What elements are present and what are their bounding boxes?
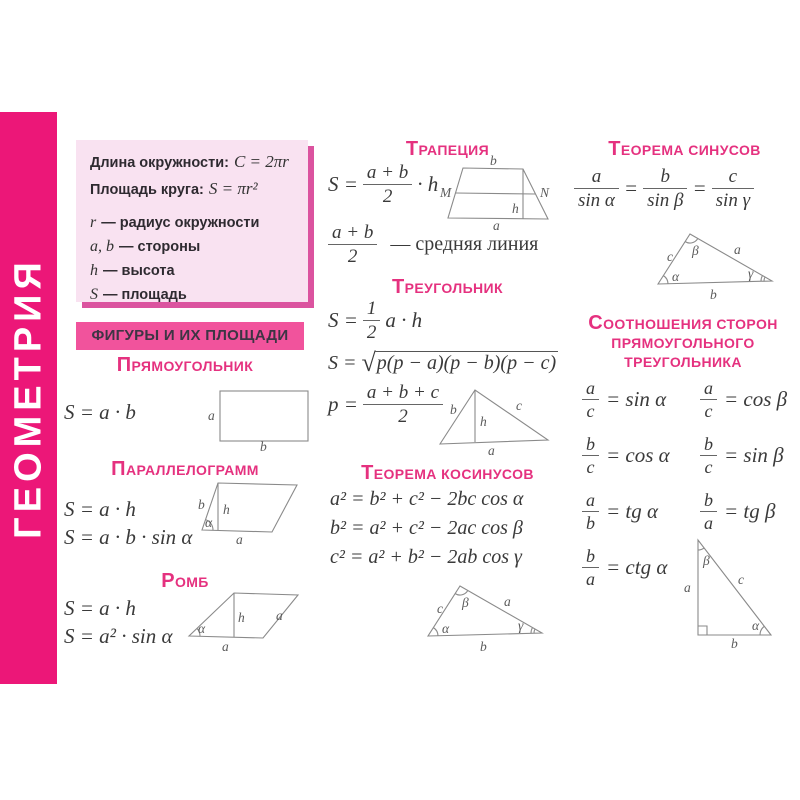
right-triangle-label-a: a: [684, 580, 691, 595]
legend-radius: [90, 211, 308, 235]
sine-label-c: c: [667, 249, 673, 264]
sine-fraction-2: $\frac{b}{\text{sin β}}$: [643, 166, 687, 212]
triangle-formula3-pre: p =: [328, 392, 358, 417]
trapezoid-midline-fraction: $\frac{a + b}{2}$: [328, 222, 377, 268]
sine-fraction-1: $\frac{a}{\text{sin α}}$: [574, 166, 619, 212]
rectangle-figure: [198, 386, 313, 452]
sine-title: ТЕОРЕМА СИНУСОВ: [608, 138, 761, 160]
parallelogram-formula-2: S = a · b · sin α: [64, 525, 193, 549]
cosine-label-a: a: [504, 594, 511, 609]
rhombus-label-alpha: α: [198, 621, 206, 636]
sine-equals-1: =: [623, 176, 639, 201]
cosine-label-alpha: α: [442, 621, 450, 636]
legend-area-symbol: S: [90, 286, 98, 303]
trapezoid-label-a: a: [493, 218, 500, 233]
rectangle-formula: S = a · b: [64, 400, 136, 424]
ratios-title-line3: ТРЕУГОЛЬНИКА: [624, 354, 742, 370]
triangle-label-b: b: [450, 402, 457, 417]
ratios-title-line1: СООТНОШЕНИЯ СТОРОН: [588, 312, 778, 334]
right-triangle-label-b: b: [731, 636, 738, 651]
triangle-formula3-fraction: $\frac{a + b + c}{2}$: [363, 382, 443, 428]
sine-label-alpha: α: [672, 269, 680, 284]
trapezoid-formula: [328, 162, 438, 208]
ratio-cos-beta: $\frac{a}{c}$ = cos β: [700, 378, 787, 421]
triangle-label-c: c: [516, 398, 522, 413]
circle-area-row: [90, 176, 308, 203]
legend-radius-desc: — радиус окружности: [101, 215, 260, 231]
trapezoid-label-h: h: [512, 201, 519, 216]
sine-triangle-figure: [650, 224, 790, 302]
triangle-label-a: a: [488, 443, 495, 458]
legend-sides-symbol: a, b: [90, 238, 114, 255]
legend-height: [90, 259, 308, 283]
trapezoid-formula-pre: S =: [328, 172, 358, 197]
legend-sides: [90, 235, 308, 259]
rectangle-title: ПРЯМОУГОЛЬНИК: [116, 354, 254, 376]
parallelogram-label-a: a: [236, 532, 243, 547]
triangle-formula1-pre: S =: [328, 308, 358, 333]
ratios-title: [568, 314, 798, 372]
parallelogram-title: ПАРАЛЛЕЛОГРАММ: [111, 458, 259, 480]
cosine-triangle-figure: [420, 576, 557, 658]
trapezoid-formula-post: · h: [417, 172, 439, 197]
trapezoid-midline-desc: — средняя линия: [390, 233, 539, 256]
cosine-label-b: b: [480, 639, 487, 654]
rhombus-formula-2: S = a² · sin α: [64, 624, 173, 648]
ratio-tg-beta: $\frac{b}{a}$ = tg β: [700, 490, 775, 533]
legend-height-symbol: h: [90, 262, 98, 279]
cosine-title: ТЕОРЕМА КОСИНУСОВ: [361, 462, 534, 484]
cosine-label-beta: β: [462, 595, 469, 610]
parallelogram-label-alpha: α: [205, 515, 213, 530]
legend-sides-desc: — стороны: [119, 239, 201, 255]
circle-area-formula: S = πr²: [208, 179, 258, 198]
right-triangle-label-c: c: [738, 572, 744, 587]
triangle-figure: [430, 382, 562, 456]
triangle-label-h: h: [480, 414, 487, 429]
ratio-cos-alpha: $\frac{b}{c}$ = cos α: [582, 434, 670, 477]
sqrt-sign: √: [361, 348, 376, 377]
rhombus-title: РОМБ: [161, 570, 209, 592]
triangle-title: ТРЕУГОЛЬНИК: [392, 276, 503, 298]
sine-fraction-3: $\frac{c}{\text{sin γ}}$: [712, 166, 754, 212]
parallelogram-formula-1: S = a · h: [64, 497, 136, 521]
cosine-formula-3: c² = a² + b² − 2ab cos γ: [330, 546, 522, 568]
cosine-label-gamma: γ: [518, 618, 524, 633]
cosine-label-c: c: [437, 601, 443, 616]
circle-length-label: Длина окружности:: [90, 155, 229, 171]
parallelogram-label-b: b: [198, 497, 205, 512]
rhombus-label-a-bottom: a: [222, 639, 229, 654]
side-banner: [0, 112, 57, 684]
rhombus-label-a-side: a: [276, 608, 283, 623]
trapezoid-midline: [328, 222, 538, 268]
sine-formula: [574, 166, 759, 212]
sine-label-gamma: γ: [748, 266, 754, 281]
trapezoid-label-M: M: [440, 185, 452, 200]
triangle-formula1-fraction: $\frac{1}{2}$: [363, 298, 381, 344]
right-triangle-label-beta: β: [703, 553, 710, 568]
parallelogram-figure: [192, 478, 320, 546]
trapezoid-title: ТРАПЕЦИЯ: [405, 138, 490, 160]
ratio-ctg-alpha: $\frac{b}{a}$ = ctg α: [582, 546, 667, 589]
sine-label-b: b: [710, 287, 717, 302]
figures-areas-header: ФИГУРЫ И ИХ ПЛОЩАДИ: [76, 322, 304, 350]
circle-info-box: [76, 140, 308, 302]
legend-area: [90, 283, 308, 307]
rhombus-figure: [176, 588, 318, 654]
cosine-formula-1: a² = b² + c² − 2bc cos α: [330, 488, 524, 510]
card-title: ГЕОМЕТРИЯ: [7, 257, 49, 539]
right-triangle-label-alpha: α: [752, 618, 760, 633]
parallelogram-label-h: h: [223, 502, 230, 517]
ratio-sin-beta: $\frac{b}{c}$ = sin β: [700, 434, 784, 477]
cosine-formula-2: b² = a² + c² − 2ac cos β: [330, 517, 523, 539]
trapezoid-figure: [438, 153, 560, 233]
rectangle-label-b: b: [260, 439, 267, 454]
trapezoid-formula-fraction: $\frac{a + b}{2}$: [363, 162, 412, 208]
ratio-tg-alpha: $\frac{a}{b}$ = tg α: [582, 490, 658, 533]
triangle-formula-1: [328, 298, 422, 344]
sine-label-beta: β: [692, 243, 699, 258]
rhombus-formula-1: S = a · h: [64, 596, 136, 620]
trapezoid-label-N: N: [540, 185, 550, 200]
ratio-sin-alpha: $\frac{a}{c}$ = sin α: [582, 378, 666, 421]
trapezoid-label-b: b: [490, 153, 497, 168]
rhombus-label-h: h: [238, 610, 245, 625]
triangle-formula2-pre: S =: [328, 352, 357, 374]
right-triangle-figure: [676, 532, 782, 652]
sine-label-a: a: [734, 242, 741, 257]
triangle-formula1-post: a · h: [385, 308, 423, 333]
sine-equals-2: =: [692, 176, 707, 201]
circle-area-label: Площадь круга:: [90, 182, 204, 198]
legend-radius-symbol: r: [90, 214, 97, 231]
circle-length-formula: C = 2πr: [233, 152, 289, 171]
triangle-formula-2: [328, 348, 558, 377]
rectangle-label-a: a: [208, 408, 215, 423]
ratios-title-line2: ПРЯМОУГОЛЬНОГО: [611, 335, 755, 351]
circle-length-row: [90, 149, 308, 176]
legend-height-desc: — высота: [103, 263, 175, 279]
legend-area-desc: — площадь: [103, 287, 187, 303]
triangle-formula2-radicand: p(p − a)(p − b)(p − c): [376, 352, 557, 374]
